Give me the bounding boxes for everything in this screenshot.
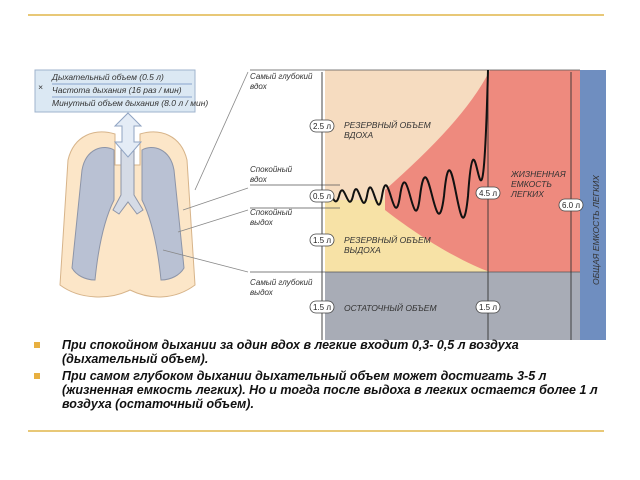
bullet-text: При самом глубоком дыхании дыхательный объем может достигать 3-5 л (жизненная емкость легких). Но и тогда после выдоха в легких остается более 1 л воздуха (остаточный объем).: [62, 369, 598, 411]
legend-marker: ×: [38, 82, 43, 92]
legend-rate: Частота дыхания (16 раз / мин): [52, 85, 182, 95]
bullet-text: При спокойном дыхании за один вдох в легкие входит 0,3- 0,5 л воздуха (дыхательный объем).: [62, 338, 519, 366]
label-max-exhale: Самый глубокий выдох: [250, 278, 313, 297]
volume-rv-left: 1.5 л: [312, 303, 332, 312]
zone-rv-label: ОСТАТОЧНЫЙ ОБЪЕМ: [344, 303, 437, 313]
airflow-arrow-icon: [115, 113, 141, 157]
zone-vc-label: ЖИЗНЕННАЯ ЕМКОСТЬ ЛЕГКИХ: [511, 169, 566, 199]
label-max-inhale: Самый глубокий вдох: [250, 72, 313, 91]
bottom-rule: [28, 430, 604, 432]
volume-rv-right: 1.5 л: [478, 303, 498, 312]
zone-erv-label: РЕЗЕРВНЫЙ ОБЪЕМ ВЫДОХА: [344, 235, 431, 255]
volume-tidal: 0.5 л: [312, 192, 332, 201]
bullet-icon: [34, 373, 40, 379]
zone-tlc-label: ОБЩАЯ ЕМКОСТЬ ЛЕГКИХ: [591, 175, 601, 285]
label-quiet-exhale: Спокойный выдох: [250, 208, 293, 227]
bullet-item: [28, 338, 598, 366]
zone-irv-label: РЕЗЕРВНЫЙ ОБЪЕМ ВДОХА: [344, 120, 431, 140]
bullet-icon: [34, 342, 40, 348]
label-quiet-inhale: Спокойный вдох: [250, 165, 293, 184]
volume-vc: 4.5 л: [478, 189, 498, 198]
bullet-list: [28, 338, 598, 414]
volume-erv: 1.5 л: [312, 236, 332, 245]
volume-tlc: 6.0 л: [561, 201, 581, 210]
volume-irv: 2.5 л: [312, 122, 332, 131]
bullet-item: [28, 369, 598, 411]
legend-tidal-volume: Дыхательный объем (0.5 л): [52, 72, 164, 82]
legend-minute-volume: Минутный объем дыхания (8.0 л / мин): [52, 98, 209, 108]
